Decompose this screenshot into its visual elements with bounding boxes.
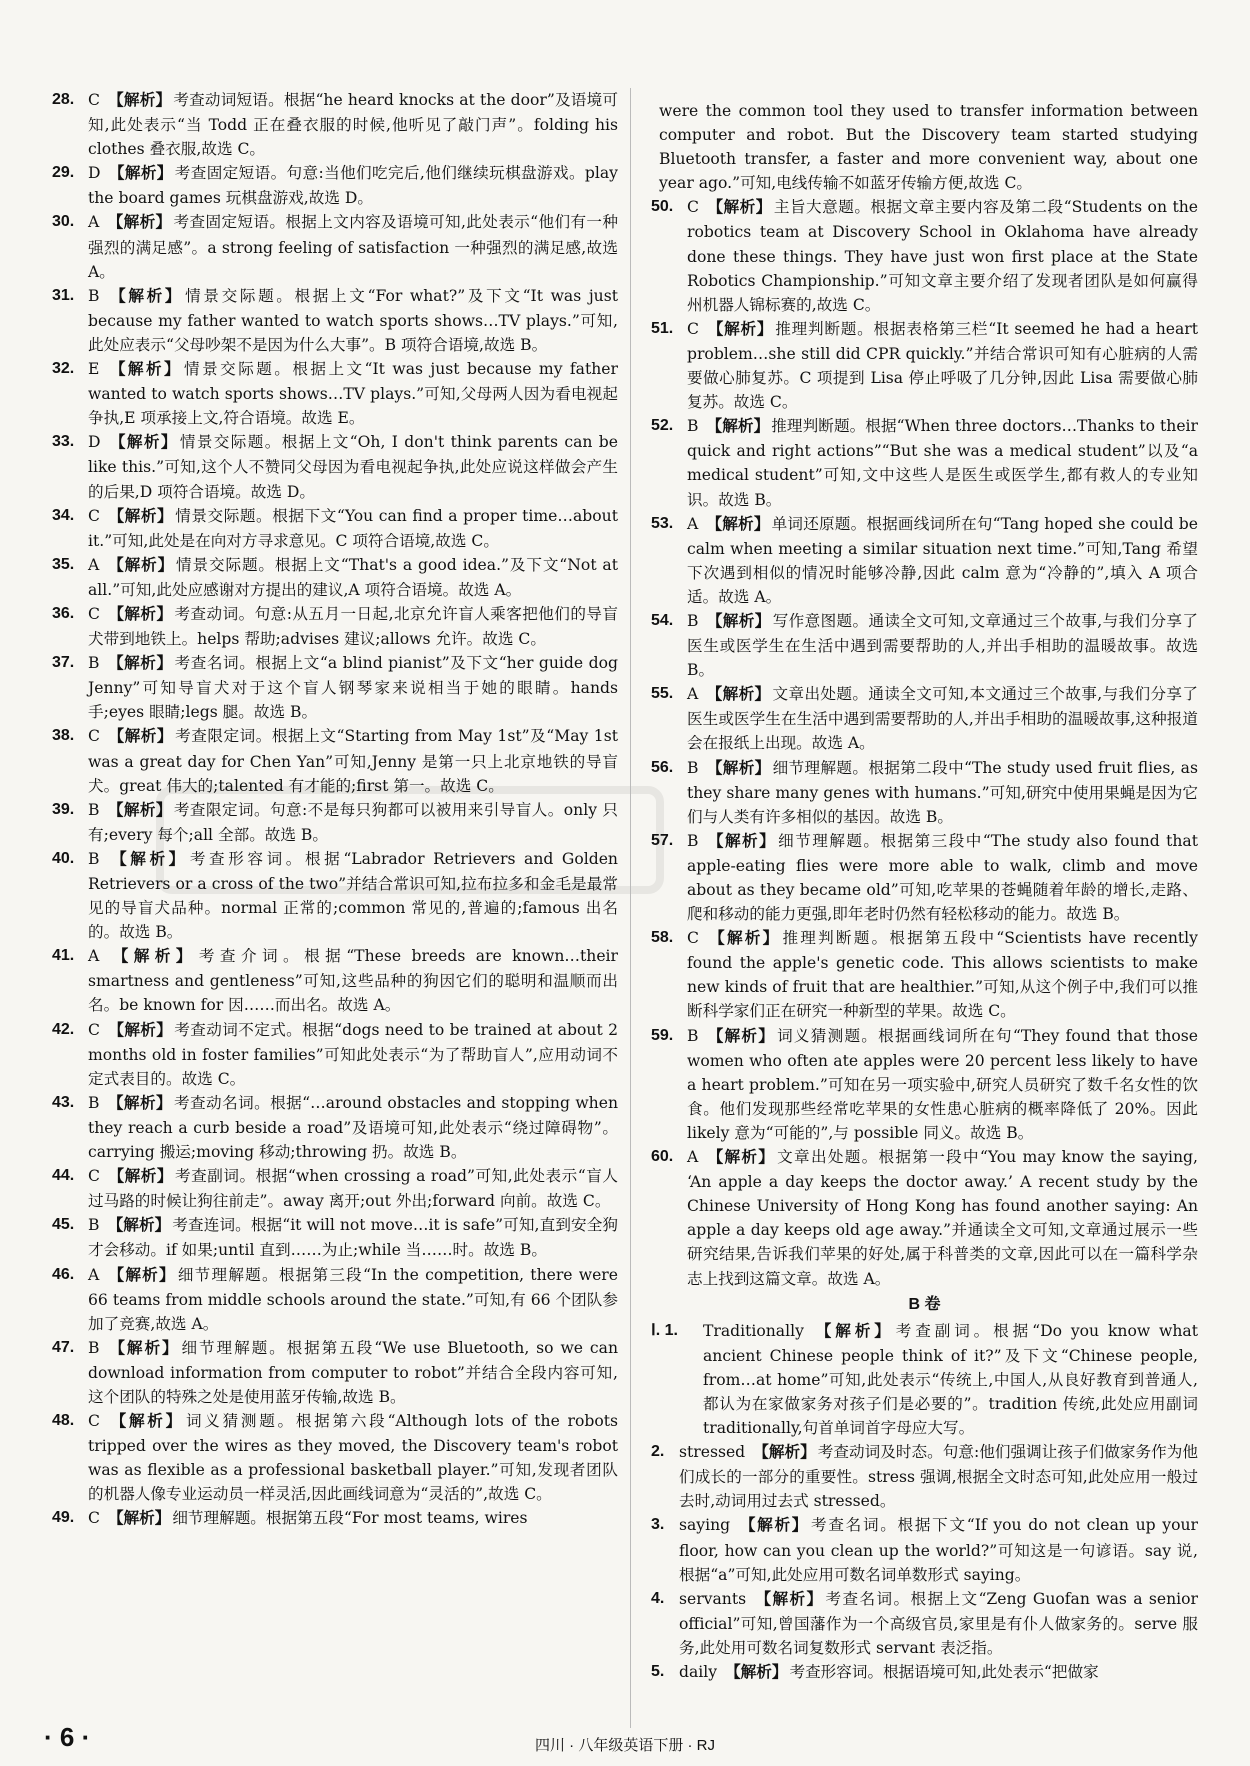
page-footer: 四川 · 八年级英语下册 · RJ — [535, 1737, 715, 1754]
analysis-text: 考查固定短语。句意:当他们吃完后,他们继续玩棋盘游戏。play the board games 玩棋盘游戏,故选 D。 — [88, 164, 618, 208]
question-number: 49. — [52, 1509, 75, 1527]
question-number: 35. — [52, 555, 75, 573]
analysis-tag: 【解析】 — [706, 832, 777, 850]
answer-entry — [52, 1213, 618, 1262]
answer-entry — [651, 609, 1198, 682]
answer-entry — [651, 829, 1198, 926]
analysis-text: 考查限定词。根据上文“Starting from May 1st”及“May 1st was a great day for Chen Yan”可知,Jenny 是第一只上北京地铁的导盲犬。great 伟大的;talented 有才能的;first 第一。故选 C。 — [88, 727, 618, 795]
section-b-title: B 卷 — [908, 1295, 941, 1313]
answer-choice: saying — [679, 1516, 731, 1535]
answer-choice: stressed — [679, 1443, 746, 1462]
analysis-tag: 【解析】 — [725, 1664, 788, 1681]
answer-entry — [52, 1263, 618, 1336]
question-number: 59. — [651, 1026, 674, 1044]
question-number: 32. — [52, 360, 75, 378]
analysis-text: 考查副词。根据“Do you know what ancient Chinese people think of it?”及下文“Chinese people, from…at home”可知,此处表示“传统上,中国人,从良好教育到普通人,都认为在家做家务对孩子们是必要的”。tradition 传统,此处应用副词 traditionally,句首单词首字母应大写。 — [703, 1321, 1198, 1438]
answer-choice: B — [687, 758, 699, 777]
answer-entry — [52, 553, 618, 602]
question-number: 28. — [52, 91, 75, 108]
answer-choice: D — [88, 164, 101, 183]
question-number: 54. — [651, 611, 674, 629]
analysis-tag: 【解析】 — [107, 92, 172, 109]
answer-choice: Traditionally — [703, 1321, 804, 1340]
answer-entry — [52, 798, 618, 847]
column-divider — [630, 88, 631, 1728]
analysis-tag: 【解析】 — [706, 320, 774, 338]
answer-entry — [651, 1145, 1198, 1291]
answer-entry — [651, 1513, 1198, 1586]
answer-choice: A — [687, 1148, 699, 1167]
answer-entry — [52, 161, 618, 210]
analysis-text: 情景交际题。根据上文“That's a good idea.”及下文“Not at all.”可知,此处应感谢对方提出的建议,A 项符合语境。故选 A。 — [88, 555, 618, 599]
answer-entry — [651, 195, 1198, 316]
answer-choice: E — [88, 360, 100, 379]
answer-entry — [651, 1660, 1198, 1685]
right-column — [651, 99, 1198, 1685]
page-number: · 6 · — [44, 1722, 91, 1752]
analysis-text: 情景交际题。根据上文“For what?”及下文“It was just because my father wanted to watch sports shows…TV plays.”可知,此处应表示“父母吵架不是因为什么大事”。B 项符合语境,故选 B。 — [88, 286, 618, 354]
answer-entry — [52, 284, 618, 357]
analysis-text: 推理判断题。根据表格第三栏“It seemed he had a heart problem…she still did CPR quickly.”并结合常识可知有心脏病的人需要做心肺复苏。C 项提到 Lisa 停止呼吸了几分钟,因此 Lisa 需要做心肺复苏。故选 C。 — [687, 319, 1198, 412]
continuation-49 — [651, 99, 1198, 195]
answer-entry — [52, 88, 618, 161]
analysis-tag: 【解析】 — [107, 507, 174, 525]
analysis-tag: 【解析】 — [107, 1021, 173, 1039]
answer-entry — [651, 317, 1198, 414]
answer-choice: A — [88, 947, 100, 966]
analysis-tag: 【解析】 — [706, 930, 781, 948]
analysis-tag: 【解析】 — [107, 556, 175, 574]
analysis-text: 细节理解题。根据第二段中“The study used fruit flies, as they share many genes with humans.”可知,研究中使用果蝇是因为它们与人类有许多相似的基因。故选 B。 — [687, 758, 1198, 826]
analysis-tag: 【解析】 — [706, 612, 771, 630]
analysis-tag: 【解析】 — [107, 1094, 172, 1112]
answer-choice: B — [88, 1338, 100, 1357]
left-column — [52, 88, 618, 1532]
answer-entry — [52, 1409, 618, 1506]
answer-choice: B — [88, 1216, 100, 1235]
question-number: 47. — [52, 1338, 75, 1356]
analysis-tag: 【解析】 — [108, 165, 173, 183]
answer-choice: A — [687, 514, 699, 533]
analysis-text: 写作意图题。通读全文可知,文章通过三个故事,与我们分享了医生或医学生在生活中遇到需要帮助的人,并出手相助的温暖故事。故选 B。 — [687, 611, 1198, 680]
analysis-text: 文章出处题。通读全文可知,本文通过三个故事,与我们分享了医生或医学生在生活中遇到需要帮助的人,并出手相助的温暖故事,这种报道会在报纸上出现。故选 A。 — [687, 685, 1198, 753]
analysis-text: 考查形容词。根据“Labrador Retrievers and Golden Retrievers or a cross of the two”并结合常识可知,拉布拉多和金毛是最常见的导盲犬品种。normal 正常的;common 常见的,普遍的;famous 出名的。故选 B。 — [88, 849, 618, 942]
question-number: 3. — [651, 1516, 665, 1534]
continuation-text: were the common tool they used to transfer information between computer and robot. But the Discovery team started studying Bluetooth transfer, a faster and more convenient way, about one year ago.”可知,电线传输不如蓝牙传输方便,故选 C。 — [659, 102, 1198, 193]
answer-choice: C — [88, 1509, 100, 1528]
answer-entry — [52, 357, 618, 430]
answer-choice: C — [88, 1167, 100, 1186]
answer-choice: A — [687, 685, 699, 704]
answer-choice: B — [687, 1026, 699, 1045]
answer-choice: C — [687, 198, 699, 217]
analysis-text: 考查动词及时态。句意:他们强调让孩子们做家务作为他们成长的一部分的重要性。stress 强调,根据全文时态可知,此处应用一般过去时,动词用过去式 stressed。 — [679, 1443, 1198, 1511]
answer-choice: C — [88, 1412, 100, 1431]
question-number: 45. — [52, 1216, 75, 1234]
analysis-tag: 【解析】 — [706, 1027, 776, 1045]
answer-entry — [52, 1506, 618, 1531]
analysis-text: 主旨大意题。根据文章主要内容及第二段“Students on the robotics team at Discovery School in Oklahoma have already done these things. They have just won first place at the State Robotics Championship.”可知文章主要介绍了发现者团队是如何赢得州机器人锦标赛的,故选 C。 — [687, 198, 1198, 314]
answer-choice: C — [88, 91, 100, 109]
question-number: Ⅰ. 1. — [651, 1321, 678, 1339]
question-number: 46. — [52, 1265, 75, 1283]
question-number: 34. — [52, 506, 75, 524]
answer-choice: C — [88, 604, 100, 623]
analysis-tag: 【解析】 — [107, 361, 183, 379]
analysis-text: 考查动词短语。根据“he heard knocks at the door”及语境可知,此处表示“当 Todd 正在叠衣服的时候,他听见了敲门声”。folding his clothes 叠衣服,故选 C。 — [88, 91, 618, 159]
question-number: 37. — [52, 654, 75, 672]
answer-entry — [52, 430, 618, 503]
question-number: 53. — [651, 514, 674, 532]
analysis-text: 情景交际题。根据下文“You can find a proper time…about it.”可知,此处是在向对方寻求意见。C 项符合语境,故选 C。 — [88, 506, 618, 550]
analysis-text: 细节理解题。根据第五段“We use Bluetooth, so we can download information from computer to robot”并结合全段内容可知,这个团队的特殊之处是使用蓝牙传输,故选 B。 — [88, 1338, 618, 1406]
section-b-entries — [651, 1319, 1198, 1685]
question-number: 38. — [52, 727, 75, 745]
analysis-text: 推理判断题。根据第五段中“Scientists have recently found the apple's genetic code. This allows scientists to make new kinds of fruit that are healthier.”可知,从这个例子中,我们可以推断科学家们正在研究一种新型的苹果。故选 C。 — [687, 929, 1198, 1021]
analysis-tag: 【解析】 — [107, 728, 174, 746]
answer-entry — [651, 682, 1198, 755]
analysis-text: 考查名词。根据下文“If you do not clean up your floor, how can you clean up the world?”可知这是一句谚语。say 说,根据“a”可知,此处应用可数名词单数形式 saying。 — [679, 1516, 1198, 1584]
analysis-tag: 【解析】 — [753, 1444, 816, 1462]
analysis-text: 考查动名词。根据“…around obstacles and stopping when they reach a curb beside a road”及语境可知,此处表示“绕过障碍物”。carrying 搬运;moving 移动;throwing 扔。故选 B。 — [88, 1093, 618, 1162]
answer-choice: A — [88, 1265, 100, 1284]
analysis-text: 考查动词。句意:从五月一日起,北京允许盲人乘客把他们的导盲犬带到地铁上。helps 帮助;advises 建议;allows 允许。故选 C。 — [88, 604, 618, 649]
analysis-text: 考查连词。根据“it will not move…it is safe”可知,直到安全狗才会移动。if 如果;until 直到……为止;while 当……时。故选 B。 — [88, 1216, 618, 1260]
question-number: 41. — [52, 947, 75, 965]
question-number: 30. — [52, 213, 75, 231]
analysis-text: 考查固定短语。根据上文内容及语境可知,此处表示“他们有一种强烈的满足感”。a strong feeling of satisfaction 一种强烈的满足感,故选 A。 — [88, 213, 618, 281]
analysis-text: 细节理解题。根据第五段“For most teams, wires — [172, 1509, 528, 1528]
question-number: 56. — [651, 758, 674, 776]
question-number: 33. — [52, 433, 75, 451]
question-number: 58. — [651, 929, 674, 947]
answer-entry — [651, 1319, 1198, 1440]
analysis-tag: 【解析】 — [107, 1266, 176, 1284]
answer-entry — [651, 414, 1198, 511]
answer-entry — [52, 651, 618, 724]
analysis-tag: 【解析】 — [811, 1322, 894, 1340]
question-number: 40. — [52, 849, 75, 867]
analysis-text: 考查限定词。句意:不是每只狗都可以被用来引导盲人。only 只有;every 每个;all 全部。故选 B。 — [88, 800, 618, 844]
answer-entry — [651, 1440, 1198, 1513]
question-number: 52. — [651, 417, 674, 435]
analysis-text: 情景交际题。根据上文“It was just because my father wanted to watch sports shows…TV plays.”可知,父母两人因为看电视起争执,E 项承接上文,符合语境。故选 E。 — [88, 360, 618, 428]
answer-entry — [52, 944, 618, 1017]
question-number: 55. — [651, 685, 674, 703]
answer-choice: A — [88, 213, 100, 232]
answer-choice: C — [88, 727, 100, 746]
analysis-tag: 【解析】 — [706, 686, 771, 704]
analysis-tag: 【解析】 — [107, 801, 172, 819]
analysis-tag: 【解析】 — [107, 1168, 173, 1186]
question-number: 57. — [651, 831, 674, 849]
analysis-tag: 【解析】 — [706, 199, 772, 217]
question-number: 36. — [52, 604, 75, 622]
answer-choice: daily — [679, 1663, 718, 1681]
question-number: 39. — [52, 800, 75, 818]
analysis-text: 考查介词。根据“These breeds are known…their smartness and gentleness”可知,这些品种的狗因它们的聪明和温顺而出名。be known for 因……而出名。故选 A。 — [88, 947, 618, 1015]
answer-choice: C — [88, 1020, 100, 1039]
answer-choice: D — [88, 433, 101, 452]
answer-entry — [52, 724, 618, 797]
answer-entry — [651, 756, 1198, 829]
answer-entry — [651, 1024, 1198, 1145]
analysis-tag: 【解析】 — [107, 1339, 180, 1357]
answer-choice: A — [88, 555, 100, 574]
answer-entry — [52, 1018, 618, 1091]
analysis-text: 考查名词。根据上文“a blind pianist”及下文“her guide dog Jenny”可知导盲犬对于这个盲人钢琴家来说相当于她的眼睛。hands 手;eyes 眼睛;legs 腿。故选 B。 — [88, 654, 618, 722]
question-number: 4. — [651, 1589, 665, 1607]
analysis-text: 细节理解题。根据第三段“In the competition, there were 66 teams from middle schools around the state.”可知,有 66 个团队参加了竞赛,故选 A。 — [88, 1265, 618, 1333]
right-entries — [651, 195, 1198, 1290]
answer-choice: B — [88, 1093, 100, 1112]
answer-entry — [52, 504, 618, 553]
analysis-text: 文章出处题。根据第一段中“You may know the saying, ‘An apple a day keeps the doctor away.’ A recent study by the Chinese University of Hong Kong has found another saying: An apple a day keeps old age away.”并通读全文可知,文章通过展示一些研究结果,告诉我们苹果的好处,属于科普类的文章,因此可以在一篇科学杂志上找到这篇文章。故选 A。 — [687, 1148, 1198, 1288]
answer-choice: B — [687, 611, 699, 630]
question-number: 29. — [52, 164, 75, 182]
analysis-tag: 【解析】 — [107, 948, 197, 966]
answer-entry — [52, 602, 618, 651]
answer-choice: B — [687, 831, 699, 850]
answer-entry — [52, 1336, 618, 1409]
analysis-tag: 【解析】 — [706, 418, 770, 436]
question-number: 44. — [52, 1167, 75, 1185]
answer-choice: C — [88, 506, 100, 525]
answer-choice: C — [687, 929, 699, 948]
answer-choice: B — [88, 286, 100, 305]
answer-choice: B — [88, 654, 100, 673]
question-number: 48. — [52, 1412, 75, 1430]
question-number: 43. — [52, 1093, 75, 1111]
analysis-tag: 【解析】 — [107, 605, 173, 623]
answer-entry — [651, 512, 1198, 609]
analysis-tag: 【解析】 — [107, 1510, 171, 1528]
analysis-tag: 【解析】 — [107, 214, 172, 232]
answer-entry — [52, 1091, 618, 1164]
analysis-tag: 【解析】 — [706, 515, 770, 533]
analysis-text: 词义猜测题。根据画线词所在句“They found that those women who often ate apples were 20 percent less likely to have a heart problem.”可知在另一项实验中,研究人员研究了数千名女性的饮食。他们发现那些经常吃苹果的女性患心脏病的概率降低了 20%。因此 likely 意为“可能的”,与 possible 同义。故选 B。 — [687, 1026, 1198, 1142]
question-number: 51. — [651, 319, 674, 337]
answer-entry — [651, 1587, 1198, 1660]
analysis-text: 考查动词不定式。根据“dogs need to be trained at about 2 months old in foster families”可知此处表示“为了帮助盲人”,应用动词不定式表目的。故选 C。 — [88, 1020, 618, 1088]
analysis-text: 推理判断题。根据“When three doctors…Thanks to their quick and right actions”“But she was a medical student”以及“a medical student”可知,文中这些人是医生或医学生,都有救人的专业知识。故选 B。 — [687, 417, 1198, 509]
question-number: 5. — [651, 1663, 665, 1680]
question-number: 60. — [651, 1148, 674, 1166]
answer-entry — [651, 926, 1198, 1023]
analysis-tag: 【解析】 — [107, 287, 184, 305]
analysis-text: 考查形容词。根据语境可知,此处表示“把做家 — [789, 1663, 1099, 1681]
analysis-text: 细节理解题。根据第三段中“The study also found that apple-eating flies were more able to walk, climb and move about as they became old”可知,吃苹果的苍蝇随着年龄的增长,走路、爬和移动的能力更强,即年老时仍然有轻松移动的能力。故选 B。 — [687, 831, 1198, 924]
answer-entry — [52, 847, 618, 944]
analysis-text: 词义猜测题。根据第六段“Although lots of the robots tripped over the wires as they moved, the Discovery team's robot was as flexible as a professional basketball player.”可知,发现者团队的机器人像专业运动员一样灵活,因此画线词意为“灵活的”,故选 C。 — [88, 1412, 618, 1504]
question-number: 50. — [651, 198, 674, 216]
analysis-tag: 【解析】 — [706, 1149, 776, 1167]
analysis-tag: 【解析】 — [108, 434, 178, 452]
answer-entry — [52, 210, 618, 283]
analysis-text: 考查副词。根据“when crossing a road”可知,此处表示“盲人过马路的时候让狗往前走”。away 离开;out 外出;forward 向前。故选 C。 — [88, 1167, 618, 1211]
analysis-text: 单词还原题。根据画线词所在句“Tang hoped she could be calm when meeting a similar situation next time.”可知,Tang 希望下次遇到相似的情况时能够冷静,因此 calm 意为“冷静的”,填入 A 项合适。故选 A。 — [687, 514, 1198, 606]
answer-entry — [52, 1164, 618, 1213]
answer-choice: B — [687, 417, 699, 436]
analysis-tag: 【解析】 — [738, 1517, 810, 1535]
question-number: 42. — [52, 1020, 75, 1038]
analysis-tag: 【解析】 — [706, 759, 771, 777]
analysis-tag: 【解析】 — [107, 1217, 171, 1235]
answer-choice: B — [88, 800, 100, 819]
question-number: 2. — [651, 1443, 665, 1461]
question-number: 31. — [52, 286, 75, 304]
analysis-text: 情景交际题。根据上文“Oh, I don't think parents can be like this.”可知,这个人不赞同父母因为看电视起争执,此处应说这样做会产生的后果,D 项符合语境。故选 D。 — [88, 433, 618, 501]
analysis-tag: 【解析】 — [107, 1413, 184, 1431]
analysis-tag: 【解析】 — [107, 655, 173, 673]
answer-choice: B — [88, 849, 100, 868]
answer-choice: C — [687, 319, 699, 338]
analysis-tag: 【解析】 — [754, 1590, 824, 1608]
analysis-tag: 【解析】 — [107, 850, 188, 868]
answer-choice: servants — [679, 1589, 747, 1608]
analysis-text: 考查名词。根据上文“Zeng Guofan was a senior official”可知,曾国藩作为一个高级官员,家里是有仆人做家务的。serve 服务,此处用可数名词复数形式 servant 表泛指。 — [679, 1589, 1198, 1657]
